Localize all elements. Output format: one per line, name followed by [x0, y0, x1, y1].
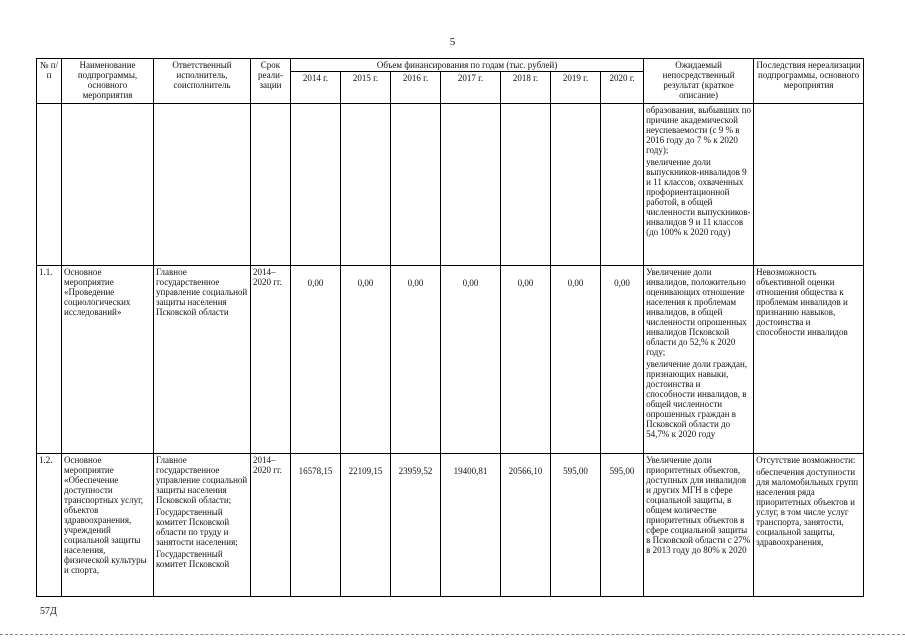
header-year: 2018 г.: [501, 72, 551, 104]
funding-cell: 20566,10: [501, 454, 551, 597]
header-year: 2016 г.: [391, 72, 441, 104]
consequence-paragraph: Отсутствие возможности:: [756, 455, 856, 465]
row-num: [37, 104, 62, 266]
consequence-paragraph: обеспечения доступности для маломобильных групп населения ряда приоритетных объектов и услуг, в том числе услуг транспорта, занятости, социальной защиты, здравоохранения,: [756, 467, 859, 547]
responsible-paragraph: Главное государственное управление социальной защиты населения Псковской области: [156, 267, 248, 317]
funding-cell: [501, 104, 551, 266]
funding-cell: 595,00: [601, 454, 644, 597]
row-responsible: [154, 454, 251, 597]
row-consequences: [754, 454, 864, 597]
table-row: [37, 266, 864, 454]
header-consequences: Последствия нереализации подпрограммы, основного мероприятия: [754, 59, 864, 104]
row-result: [644, 266, 754, 454]
funding-cell: 0,00: [601, 266, 644, 454]
result-paragraph: образования, выбывших по причине академической неуспеваемости (с 9 % в 2016 году до 7 % к 2020 году);: [646, 105, 752, 155]
row-result: [644, 104, 754, 266]
funding-cell: 0,00: [391, 266, 441, 454]
row-num: 1.1.: [37, 266, 62, 454]
header-num: № п/п: [37, 59, 62, 104]
header-term: Срок реали-зации: [251, 59, 291, 104]
row-responsible: [154, 266, 251, 454]
program-table: [36, 58, 864, 597]
funding-cell: 0,00: [291, 266, 341, 454]
result-paragraph: Увеличение доли приоритетных объектов, доступных для инвалидов и других МГН в сфере социальной защиты, в общем количестве приоритетных объектов в сфере социальной защиты в Псковской области с 27% в 2013 году до 80% к 2020: [646, 455, 751, 555]
row-name: Основное мероприятие «Проведение социологических исследований»: [62, 266, 154, 454]
header-responsible: Ответственный исполнитель, соисполнитель: [154, 59, 251, 104]
header-year: 2015 г.: [341, 72, 391, 104]
row-term: 2014–2020 гг.: [251, 454, 291, 597]
funding-cell: [391, 104, 441, 266]
consequence-paragraph: Невозможность объективной оценки отношения общества к проблемам инвалидов и признанию навыков, достоинства и способности инвалидов: [756, 267, 848, 337]
funding-cell: 0,00: [551, 266, 601, 454]
header-result: Ожидаемый непосредственный результат (краткое описание): [644, 59, 754, 104]
header-year: 2014 г.: [291, 72, 341, 104]
header-year: 2017 г.: [441, 72, 501, 104]
funding-cell: 16578,15: [291, 454, 341, 597]
header-funding: Объем финансирования по годам (тыс. рублей): [291, 59, 644, 72]
responsible-paragraph: Государственный комитет Псковской области по труду и занятости населения;: [156, 507, 238, 547]
header-name: Наименование подпрограммы, основного мероприятия: [62, 59, 154, 104]
footer-code: 57Д: [40, 606, 57, 617]
row-consequences: [754, 266, 864, 454]
table-row: [37, 454, 864, 597]
footer-divider: [0, 634, 905, 635]
funding-cell: [441, 104, 501, 266]
row-term: [251, 104, 291, 266]
funding-cell: [551, 104, 601, 266]
funding-cell: 0,00: [341, 266, 391, 454]
funding-cell: 0,00: [501, 266, 551, 454]
row-result: [644, 454, 754, 597]
header-year: 2019 г.: [551, 72, 601, 104]
responsible-paragraph: Главное государственное управление социальной защиты населения Псковской области;: [156, 455, 248, 505]
funding-cell: 595,00: [551, 454, 601, 597]
result-paragraph: увеличение доли выпускников-инвалидов 9 и 11 классов, охваченных профориентационной работой, в общей численности выпускников-инвалидов 9 и 11 классов (до 100% к 2020 году): [646, 157, 751, 237]
funding-cell: 23959,52: [391, 454, 441, 597]
page-number: 5: [449, 36, 456, 48]
funding-cell: [291, 104, 341, 266]
funding-cell: [341, 104, 391, 266]
responsible-paragraph: Государственный комитет Псковской: [156, 549, 230, 569]
funding-cell: 19400,81: [441, 454, 501, 597]
funding-cell: 22109,15: [341, 454, 391, 597]
header-year: 2020 г.: [601, 72, 644, 104]
funding-cell: 0,00: [441, 266, 501, 454]
row-responsible: [154, 104, 251, 266]
row-name: [62, 104, 154, 266]
row-consequences: [754, 104, 864, 266]
row-term: 2014–2020 гг.: [251, 266, 291, 454]
row-name: Основное мероприятие «Обеспечение доступности транспортных услуг, объектов здравоохранения, учреждений социальной защиты населения, физической культуры и спорта,: [62, 454, 154, 597]
result-paragraph: Увеличение доли инвалидов, положительно оценивающих отношение населения к проблемам инвалидов, в общей численности опрошенных инвалидов Псковской области до 52,% к 2020 году;: [646, 267, 747, 357]
result-paragraph: увеличение доли граждан, признающих навыки, достоинства и способности инвалидов, в общей численности опрошенных граждан в Псковской области до 54,7% к 2020 году: [646, 359, 748, 439]
table-row: [37, 104, 864, 266]
funding-cell: [601, 104, 644, 266]
row-num: 1.2.: [37, 454, 62, 597]
